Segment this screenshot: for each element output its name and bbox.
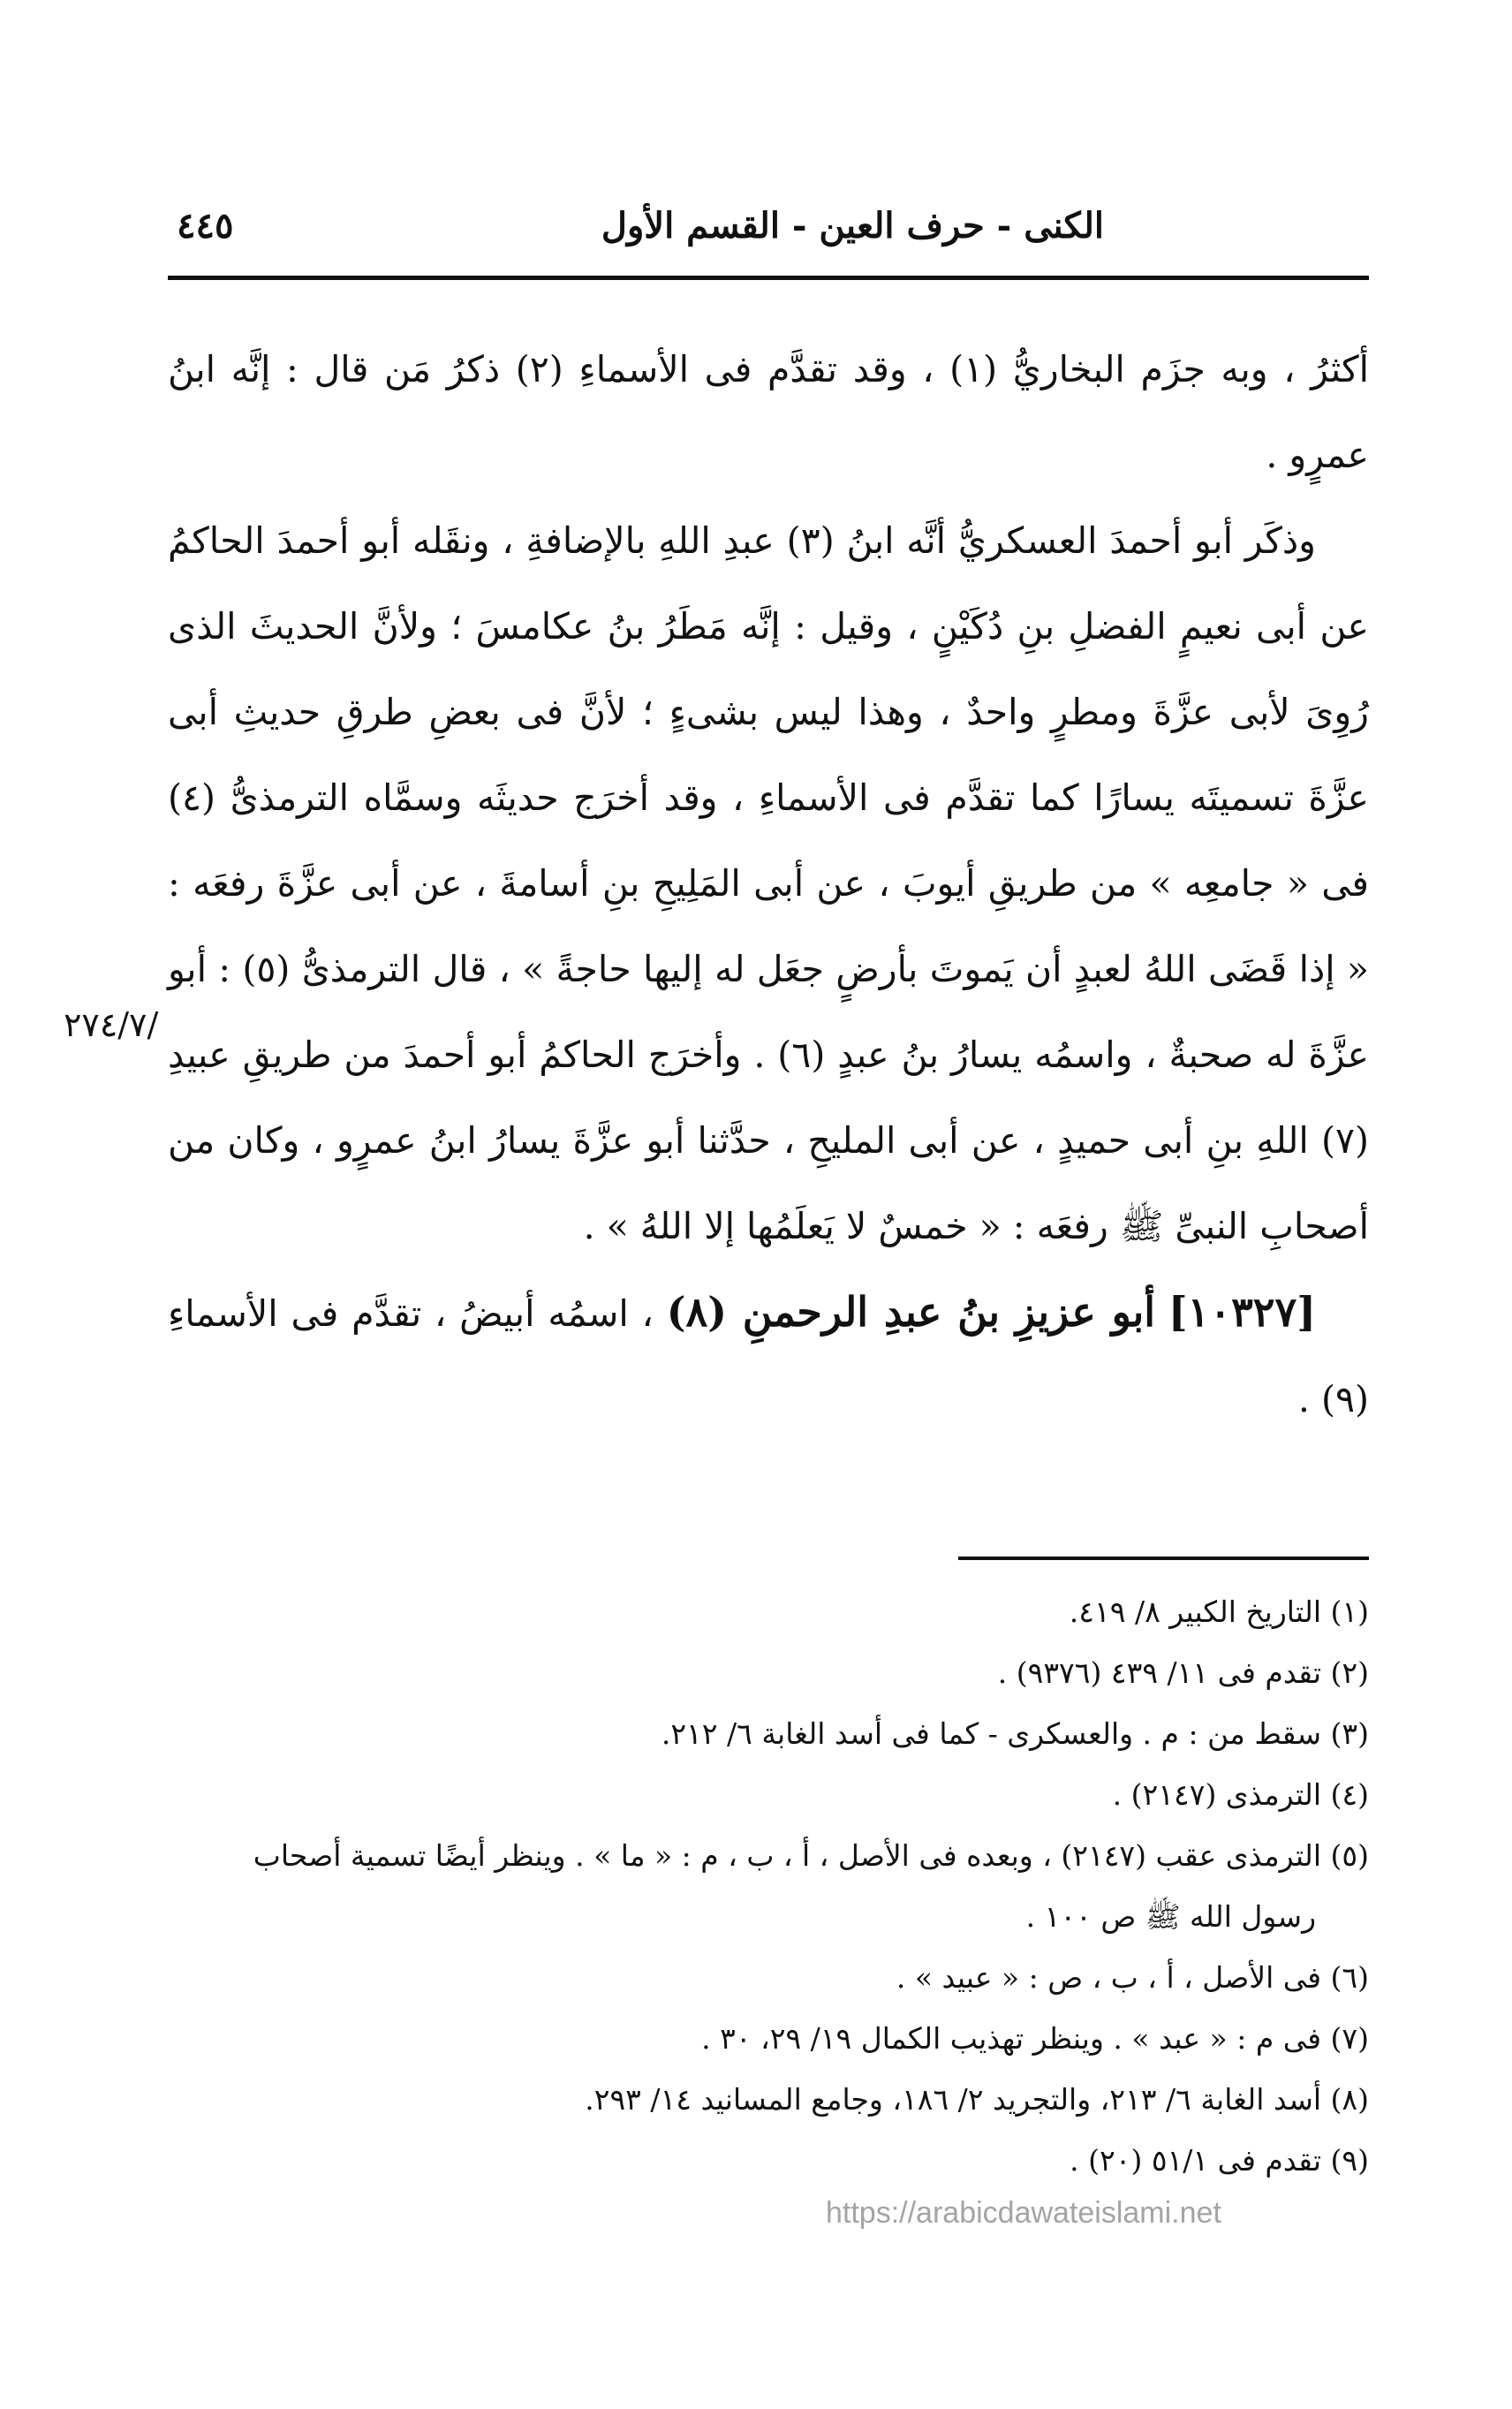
footnote-9: (٩) تقدم فى ٥١/١ (٢٠) . <box>1070 2143 1369 2178</box>
entry-name: أبو عزيزِ بنُ عبدِ الرحمنِ (٨) <box>666 1288 1156 1336</box>
footnote-divider <box>958 1557 1369 1560</box>
margin-reference: /٢٧٤/٧ <box>64 1005 159 1044</box>
paragraph-1: أكثرُ ، وبه جزَم البخاريُّ (١) ، وقد تقدَّم فى الأسماءِ (٢) ذكرُ مَن قال : إنَّه ابنُ عمرٍو . <box>168 348 1369 476</box>
footnote-7: (٧) فى م : « عبد » . وينظر تهذيب الكمال ١٩/ ٢٩، ٣٠ . <box>701 2021 1369 2056</box>
header-divider <box>168 276 1369 280</box>
footnote-4: (٤) الترمذى (٢١٤٧) . <box>1112 1777 1369 1812</box>
page-number: ٤٤٥ <box>177 205 234 246</box>
main-text <box>168 327 1369 1443</box>
paragraph-2: وذكَر أبو أحمدَ العسكريُّ أنَّه ابنُ (٣) عبدِ اللهِ بالإضافةِ ، ونقَله أبو أحمدَ الحاكمُ عن أبى نعيمٍ الفضلِ بنِ دُكَيْنٍ ، وقيل : إنَّه مَطَرُ بنُ عكامسَ ؛ ولأنَّ الحديثَ الذى رُوِىَ لأبى عزَّةَ ومطرٍ واحدٌ ، وهذا ليس بشىءٍ ؛ لأنَّ فى بعضِ طرقِ حديثِ أبى عزَّةَ تسميتَه يسارًا كما تقدَّم فى الأسماءِ ، وقد أخرَج حديثَه وسمَّاه الترمذىُّ (٤) فى « جامعِه » من طريقِ أيوبَ ، عن أبى المَلِيحِ بنِ أسامةَ ، عن أبى عزَّةَ رفعَه : « إذا قَضَى اللهُ لعبدٍ أن يَموتَ بأرضٍ جعَل له إليها حاجةً » ، قال الترمذىُّ (٥) : أبو عزَّةَ له صحبةٌ ، واسمُه يسارُ بنُ عبدٍ (٦) . وأخرَج الحاكمُ أبو أحمدَ من طريقِ عبيدِ (٧) اللهِ بنِ أبى حميدٍ ، عن أبى المليحِ ، حدَّثنا أبو عزَّةَ يسارُ ابنُ عمرٍو ، وكان من أصحابِ النبىِّ ﷺ رفعَه : « خمسٌ لا يَعلَمُها إلا اللهُ » . <box>168 519 1370 1247</box>
footnote-3: (٣) سقط من : م . والعسكرى - كما فى أسد الغابة ٦/ ٢١٢. <box>661 1716 1369 1751</box>
footnote-1: (١) التاريخ الكبير ٨/ ٤١٩. <box>1069 1595 1369 1629</box>
entry-number: [١٠٣٢٧] <box>1168 1288 1316 1336</box>
running-title: الكنى - حرف العين - القسم الأول <box>601 205 1104 246</box>
entry-paragraph <box>168 1269 1369 1443</box>
footnote-8: (٨) أسد الغابة ٦/ ٢١٣، والتجريد ٢/ ١٨٦، وجامع المسانيد ١٤/ ٢٩٣. <box>585 2082 1369 2117</box>
entry-text: ، اسمُه أبيضُ ، تقدَّم فى الأسماءِ (٩) . <box>168 1292 1369 1420</box>
footnote-2: (٢) تقدم فى ١١/ ٤٣٩ (٩٣٧٦) . <box>997 1655 1369 1690</box>
footnotes <box>168 1581 1369 2191</box>
footnote-6: (٦) فى الأصل ، أ ، ب ، ص : « عبيد » . <box>896 1960 1369 1995</box>
watermark-url: https://arabicdawateislami.net <box>826 2196 1221 2230</box>
footnote-5: (٥) الترمذى عقب (٢١٤٧) ، وبعده فى الأصل ، أ ، ب ، م : « ما » . وينظر أيضًا تسمية أصحاب <box>253 1838 1369 1873</box>
running-header <box>168 198 1369 260</box>
footnote-5-continued: رسول الله ﷺ ص ١٠٠ . <box>1025 1899 1316 1934</box>
